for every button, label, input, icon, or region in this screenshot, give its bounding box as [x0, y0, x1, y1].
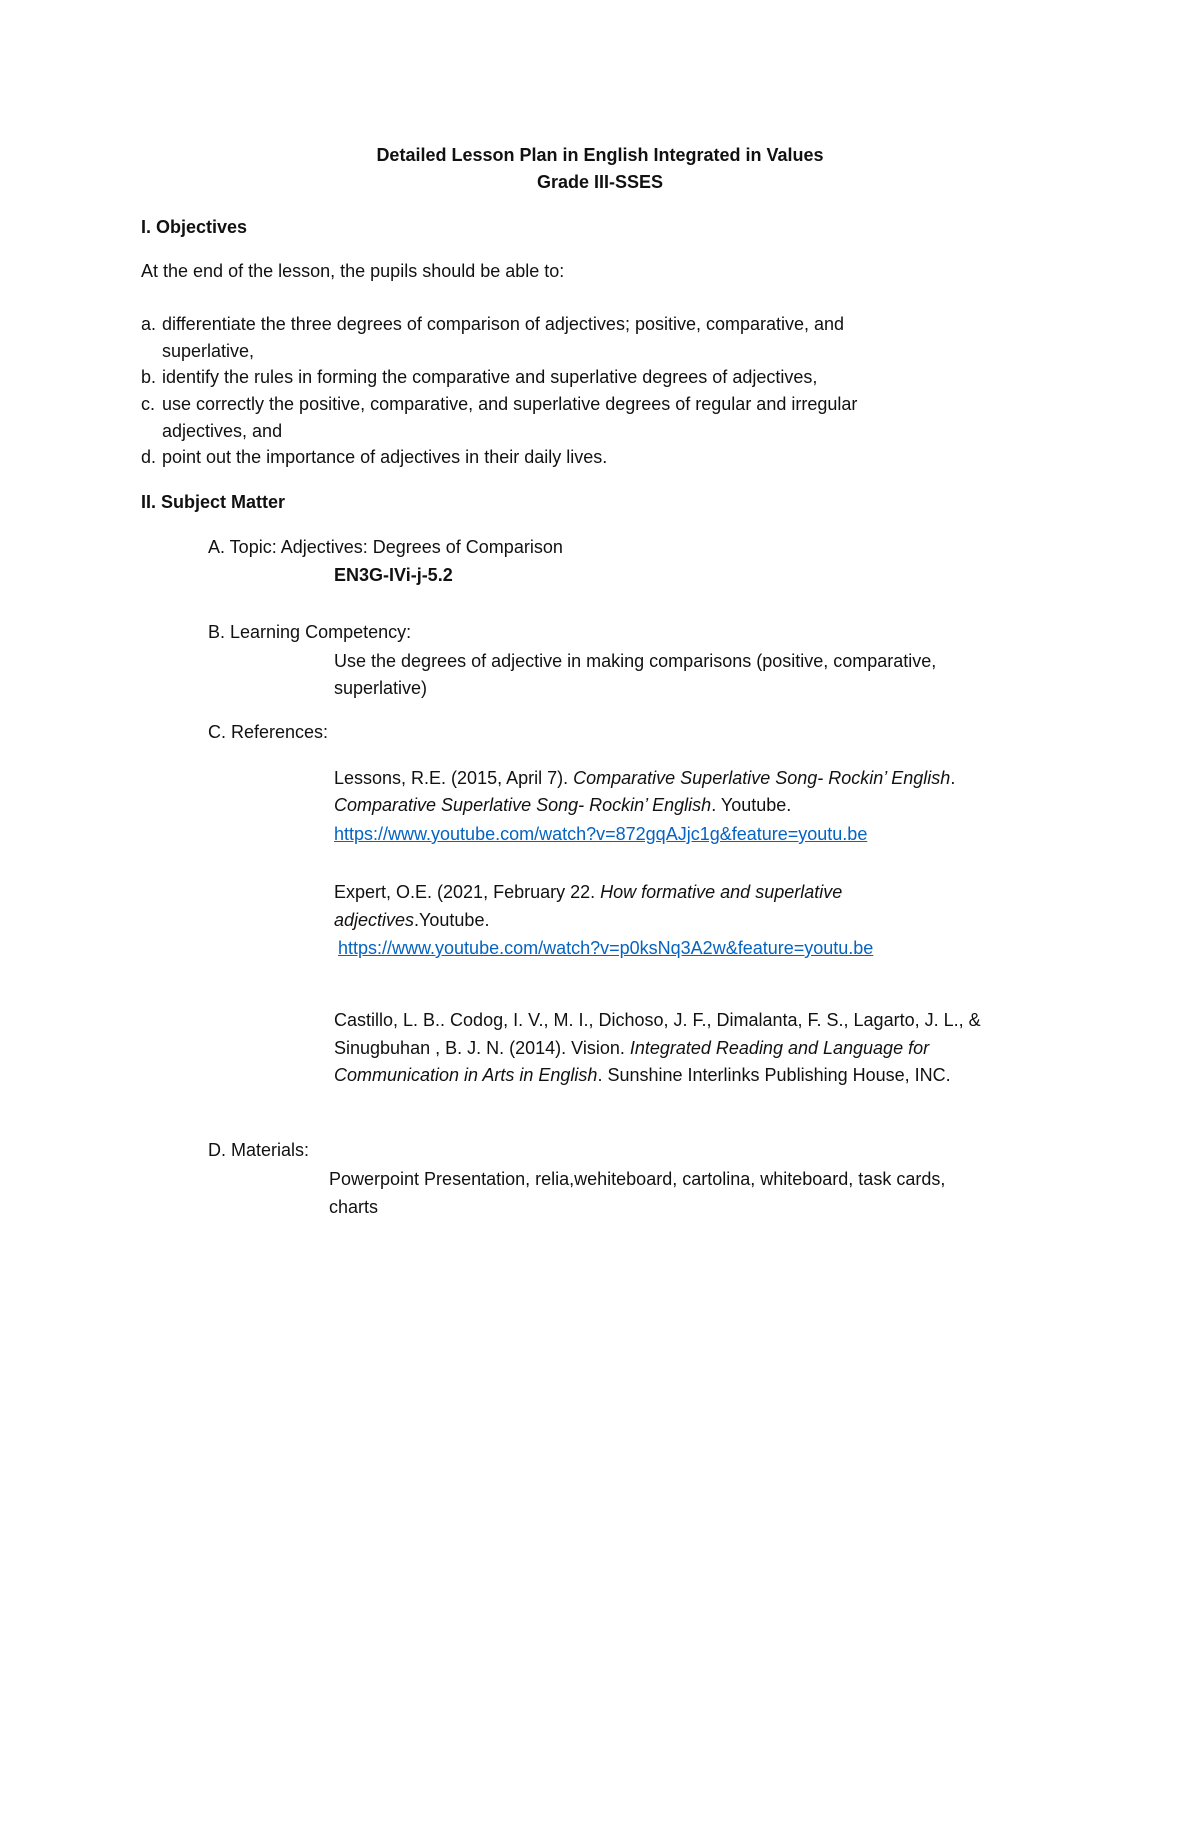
objective-a-line2: superlative, [162, 341, 255, 361]
objectives-heading: I. Objectives [141, 217, 248, 237]
materials-line2: charts [329, 1197, 379, 1217]
reference-1-link[interactable]: https://www.youtube.com/watch?v=872gqAJjc1g&feature=youtu.be [334, 824, 868, 844]
objective-d-marker: d. [141, 447, 157, 467]
objective-c-marker: c. [141, 394, 156, 414]
learning-competency-line1: Use the degrees of adjective in making comparisons (positive, comparative, [334, 651, 937, 671]
objectives-intro: At the end of the lesson, the pupils should be able to: [141, 261, 565, 281]
reference-3-line2: Sinugbuhan , B. J. N. (2014). Vision. Integrated Reading and Language for [334, 1038, 930, 1058]
reference-2-line2: adjectives.Youtube. [334, 910, 490, 930]
reference-1-line1: Lessons, R.E. (2015, April 7). Comparative Superlative Song- Rockin’ English. [334, 768, 956, 788]
objective-a-line1: differentiate the three degrees of comparison of adjectives; positive, comparative, and [162, 314, 845, 334]
materials-line1: Powerpoint Presentation, relia,wehiteboard, cartolina, whiteboard, task cards, [329, 1169, 946, 1189]
objective-b-line1: identify the rules in forming the comparative and superlative degrees of adjectives, [162, 367, 818, 387]
reference-2-line1: Expert, O.E. (2021, February 22. How formative and superlative [334, 882, 843, 902]
objective-d-line1: point out the importance of adjectives in their daily lives. [162, 447, 608, 467]
document-title: Detailed Lesson Plan in English Integrated in Values [376, 145, 824, 165]
reference-3-line3: Communication in Arts in English. Sunshine Interlinks Publishing House, INC. [334, 1065, 951, 1085]
subject-matter-heading: II. Subject Matter [141, 492, 286, 512]
objective-a-marker: a. [141, 314, 157, 334]
objective-c-line1: use correctly the positive, comparative, and superlative degrees of regular and irregular [162, 394, 858, 414]
competency-code: EN3G-IVi-j-5.2 [334, 565, 453, 585]
objective-b-marker: b. [141, 367, 157, 387]
topic-label: A. Topic: Adjectives: Degrees of Comparison [208, 537, 563, 557]
learning-competency-label: B. Learning Competency: [208, 622, 412, 642]
reference-3-line1: Castillo, L. B.. Codog, I. V., M. I., Dichoso, J. F., Dimalanta, F. S., Lagarto, J. L., & [334, 1010, 981, 1030]
objective-c-line2: adjectives, and [162, 421, 283, 441]
grade-label: Grade III-SSES [536, 172, 664, 192]
reference-1-line2: Comparative Superlative Song- Rockin’ English. Youtube. [334, 795, 792, 815]
reference-2-link[interactable]: https://www.youtube.com/watch?v=p0ksNq3A2w&feature=youtu.be [338, 938, 874, 958]
materials-label: D. Materials: [208, 1140, 310, 1160]
learning-competency-line2: superlative) [334, 678, 428, 698]
references-label: C. References: [208, 722, 329, 742]
